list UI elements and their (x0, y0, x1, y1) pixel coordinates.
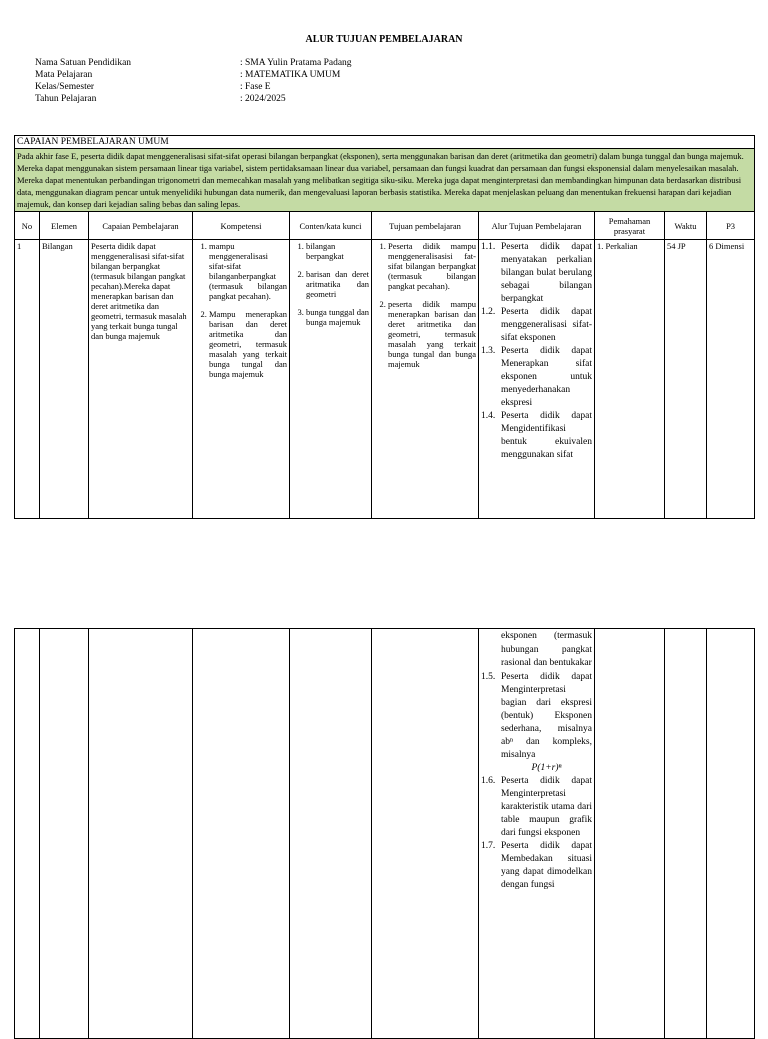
cell-kompetensi (193, 629, 290, 1039)
cp-body: Pada akhir fase E, peserta didik dapat menggeneralisasi sifat-sifat operasi bilangan berpangkat (eksponen), serta menggunakan barisan dan deret (aritmetika dan geometri) dalam bunga tunggal dan bunga majemuk. Mereka dapat menggunakan sistem persamaan linear tiga variabel, sistem pertidaksamaan linear dua variabel, persamaan dan fungsi kuadrat dan persamaan dan fungsi eksponensial dalam menyelesaikan masalah. Mereka dapat menentukan perbandingan trigonometri dan memecahkan masalah yang melibatkan segitiga siku-siku. Mereka juga dapat menginterpretasi dan membandingkan himpunan data berdasarkan distribusi data, menggunakan diagram pencar untuk menyelidiki hubungan data numerik, dan mengevaluasi laporan berbasis statistika. Mereka dapat menjelaskan peluang dan menentukan frekuensi harapan dari kejadian majemuk, dan konsep dari kejadian saling bebas dan saling lepas. (15, 149, 755, 212)
cell-p3 (707, 629, 755, 1039)
cell-prasyarat: 1. Perkalian (595, 240, 665, 519)
alur-text: Peserta didik dapat Menginterpretasi bagian dari ekspresi (bentuk) Eksponen sederhana, misalnya abⁿ dan kompleks, misalnya (501, 671, 592, 760)
header-prasyarat: Pemahaman prasyarat (595, 212, 665, 240)
alur-continuation: eksponen (termasuk hubungan pangkat rasional dan bentukakar (501, 631, 592, 668)
meta-label: Mata Pelajaran (35, 70, 93, 80)
cell-alur (479, 240, 595, 519)
meta-value: : SMA Yulin Pratama Padang (240, 58, 352, 68)
header-kompetensi: Kompetensi (193, 212, 290, 240)
cell-tujuan (372, 240, 479, 519)
table-row (15, 240, 755, 519)
alur-text: Peserta didik dapat Membedakan situasi yang dapat dimodelkan dengan fungsi (501, 840, 592, 890)
cell-waktu (665, 629, 707, 1039)
cell-kompetensi (193, 240, 290, 519)
alur-text: Peserta didik dapat Menginterpretasi karakteristik utama dari table maupun grafik dari fungsi eksponen (501, 775, 592, 838)
list-item (481, 345, 592, 410)
list-item (481, 671, 592, 775)
cell-tujuan (372, 629, 479, 1039)
alur-number: 1.6. (481, 775, 496, 786)
list-item (481, 775, 592, 840)
atp-table (14, 135, 755, 519)
header-alur: Alur Tujuan Pembelajaran (479, 212, 595, 240)
list-item: 2. Mampu menerapkan barisan dan deret aritmetika dan geometri, termasuk masalah yang terkait bunga tungal dan bunga majemuk (209, 309, 287, 379)
list-item: 1. Peserta didik mampu menggeneralisasisi fat-sifat bilangan berpangkat (termasuk bilangan pangkat pecahan). (388, 241, 476, 291)
meta-row-class (35, 81, 352, 93)
cell-elemen (40, 629, 89, 1039)
list-item (481, 241, 592, 306)
header-elemen: Elemen (40, 212, 89, 240)
header-capaian: Capaian Pembelajaran (89, 212, 193, 240)
meta-row-year (35, 93, 352, 105)
alur-text-block (501, 671, 592, 775)
cell-konten (290, 629, 372, 1039)
meta-value: : Fase E (240, 82, 271, 92)
table-header (15, 212, 755, 240)
cell-capaian: Peserta didik dapat menggeneralisasi sifat-sifat bilangan berpangkat (termasuk bilangan pangkat pecahan).Mereka dapat menerapkan barisan dan deret aritmetika dan geometri, termasuk masalah yang terkait bunga tungal dan bunga majemuk (89, 240, 193, 519)
page-title: ALUR TUJUAN PEMBELAJARAN (305, 34, 463, 45)
header-tujuan: Tujuan pembelajaran (372, 212, 479, 240)
header-waktu: Waktu (665, 212, 707, 240)
meta-label: Tahun Pelajaran (35, 94, 97, 104)
list-item: 2. peserta didik mampu menerapkan barisan dan deret aritmetika dan geometri, termasuk masalah yang terkait bunga tungal dan bunga majemuk (388, 299, 476, 369)
alur-number: 1.3. (481, 346, 496, 356)
cp-title: CAPAIAN PEMBELAJARAN UMUM (15, 136, 755, 149)
formula: P(1+r)ⁿ (531, 762, 562, 773)
table-row (15, 629, 755, 1039)
alur-text: Peserta didik dapat menggeneralisasi sifat-sifat eksponen (501, 307, 592, 343)
header-no: No (15, 212, 40, 240)
meta-row-subject (35, 69, 352, 81)
alur-number: 1.2. (481, 307, 496, 317)
meta-label: Nama Satuan Pendidikan (35, 58, 132, 68)
atp-table-continued (14, 628, 755, 1039)
alur-number: 1.5. (481, 671, 496, 682)
alur-text: Peserta didik dapat Mengidentifikasi bentuk ekuivalen menggunakan sifat (501, 411, 592, 460)
list-item: 3. bunga tunggal dan bunga majemuk (306, 307, 369, 327)
cell-prasyarat (595, 629, 665, 1039)
list-item (481, 410, 592, 462)
list-item (481, 840, 592, 892)
cell-no (15, 629, 40, 1039)
cell-elemen: Bilangan (40, 240, 89, 519)
alur-text: Peserta didik dapat menyatakan perkalian bilangan bulat berulang sebagai bilangan berpangkat (501, 242, 592, 304)
list-item (481, 306, 592, 345)
cell-capaian (89, 629, 193, 1039)
prasyarat-text: Perkalian (605, 241, 638, 251)
list-item: 1. bilangan berpangkat (306, 241, 369, 261)
cell-no: 1 (15, 240, 40, 519)
alur-number: 1.1. (481, 242, 496, 252)
list-item: 2. barisan dan deret aritmatika dan geometri (306, 269, 369, 299)
list-item: 1. mampu menggeneralisasi sifat-sifat bilanganberpangkat (termasuk bilangan pangkat pecahan). (209, 241, 287, 301)
alur-text: Peserta didik dapat Menerapkan sifat eksponen untuk menyederhanakan ekspresi (501, 346, 592, 408)
cell-p3: 6 Dimensi (707, 240, 755, 519)
cell-konten (290, 240, 372, 519)
meta-row-school (35, 57, 352, 69)
cell-alur (479, 629, 595, 1039)
alur-number: 1.4. (481, 411, 496, 421)
cell-waktu: 54 JP (665, 240, 707, 519)
alur-number: 1.7. (481, 840, 496, 851)
document-meta (35, 57, 352, 105)
meta-label: Kelas/Semester (35, 82, 95, 92)
meta-value: : MATEMATIKA UMUM (240, 70, 341, 80)
header-konten: Conten/kata kunci (290, 212, 372, 240)
header-p3: P3 (707, 212, 755, 240)
meta-value: : 2024/2025 (240, 94, 286, 104)
